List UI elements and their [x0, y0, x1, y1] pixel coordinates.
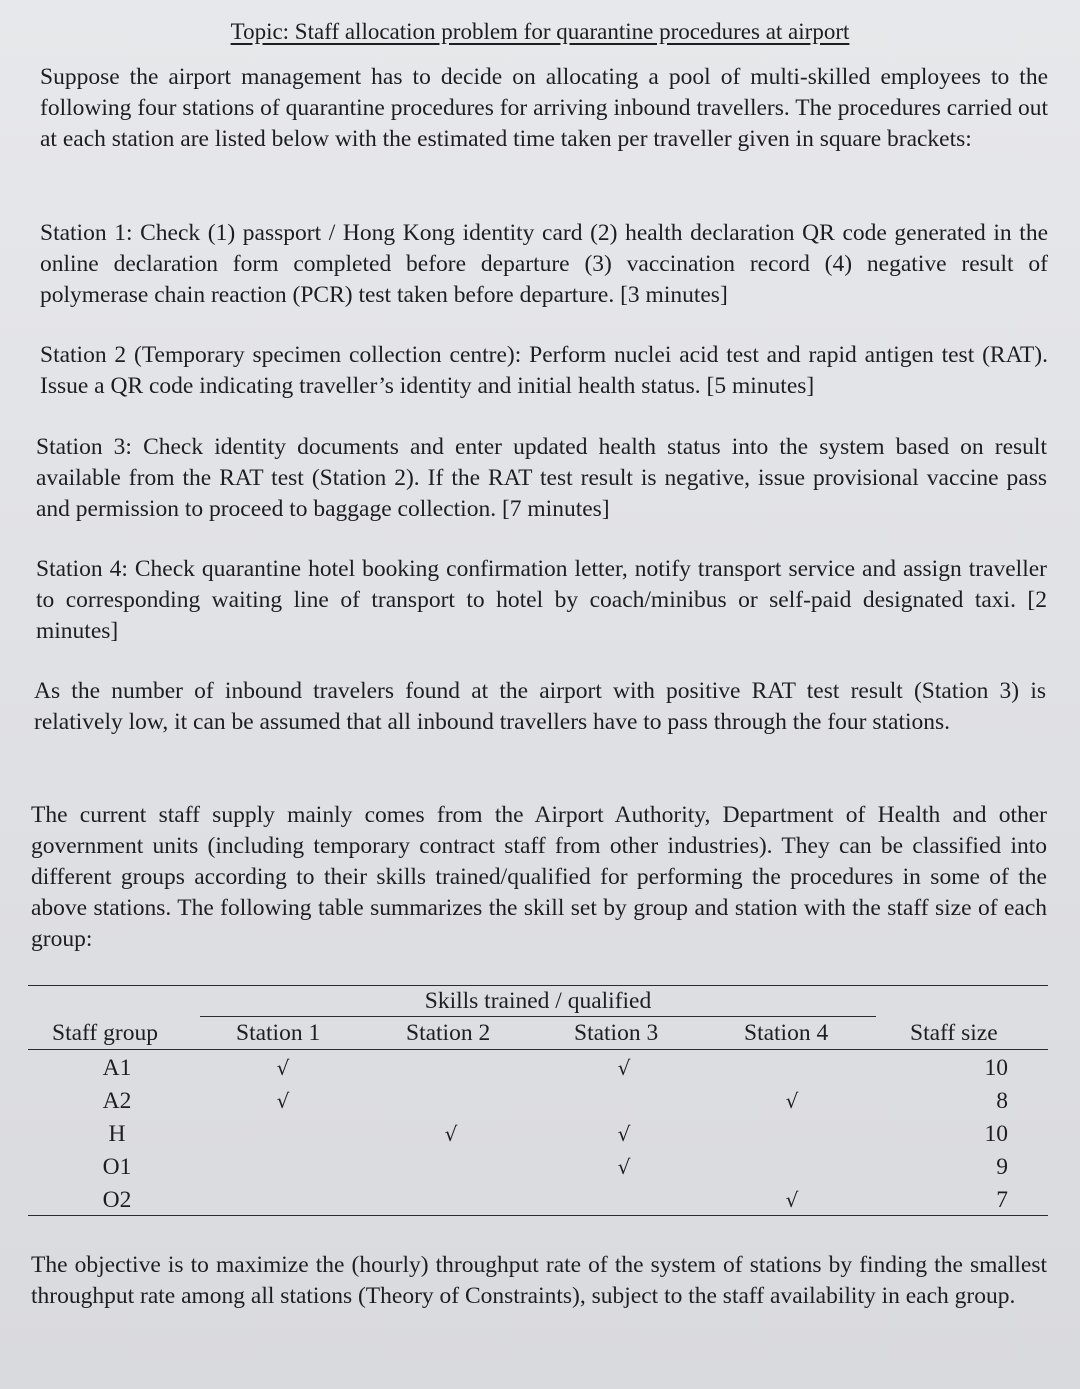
- objective-paragraph: The objective is to maximize the (hourly) throughput rate of the system of stations by finding the smallest throughput rate among all stations (Theory of Constraints), subject to the staff availability in each group.: [31, 1252, 1047, 1309]
- station-2-description: Station 2 (Temporary specimen collection centre): Perform nuclei acid test and rapid antigen test (RAT). Issue a QR code indicating traveller’s identity and initial health status. [5 minutes]: [40, 342, 1048, 399]
- station-4-description: Station 4: Check quarantine hotel booking confirmation letter, notify transport service and assign traveller to corresponding waiting line of transport to hotel by coach/minibus or self-paid designated taxi. [2 minutes]: [36, 556, 1047, 644]
- staff-size-cell: 9: [996, 1154, 1008, 1180]
- header-staff-group: Staff group: [52, 1020, 158, 1046]
- table-header-rule: [28, 1049, 1048, 1050]
- header-station-1: Station 1: [236, 1020, 321, 1046]
- skill-check-cell: √: [444, 1122, 458, 1146]
- staff-size-cell: 8: [996, 1088, 1008, 1114]
- skill-set-table: [28, 980, 1048, 1220]
- skill-check-cell: √: [785, 1188, 799, 1212]
- station-3-description: Station 3: Check identity documents and enter updated health status into the system based on result available from the RAT test (Station 2). If the RAT test result is negative, issue provisional vaccine pass and permission to proceed to baggage collection. [7 minutes]: [36, 434, 1047, 522]
- document-title: [0, 14, 1080, 50]
- skill-check-cell: √: [617, 1155, 631, 1179]
- intro-paragraph: Suppose the airport management has to decide on allocating a pool of multi-skilled employees to the following four stations of quarantine procedures for arriving inbound travellers. The procedures carried out at each station are listed below with the estimated time taken per traveller given in square brackets:: [40, 64, 1048, 152]
- title-text: Topic: Staff allocation problem for quarantine procedures at airport: [230, 19, 850, 44]
- staff-group-cell: H: [108, 1121, 126, 1147]
- header-station-4: Station 4: [744, 1020, 829, 1046]
- header-staff-size: Staff size: [910, 1020, 998, 1046]
- skill-check-cell: √: [617, 1056, 631, 1080]
- skill-check-cell: √: [617, 1122, 631, 1146]
- header-station-3: Station 3: [574, 1020, 659, 1046]
- staff-group-cell: A1: [102, 1055, 132, 1081]
- staff-supply-paragraph: The current staff supply mainly comes from the Airport Authority, Department of Health and other government units (including temporary contract staff from other industries). They can be classified into different groups according to their skills trained/qualified for performing the procedures in some of the above stations. The following table summarizes the skill set by group and station with the staff size of each group:: [31, 802, 1047, 952]
- skills-header: Skills trained / qualified: [424, 988, 652, 1014]
- skill-check-cell: √: [276, 1056, 290, 1080]
- staff-size-cell: 10: [984, 1121, 1008, 1147]
- staff-size-cell: 10: [984, 1055, 1008, 1081]
- staff-group-cell: O2: [102, 1187, 132, 1213]
- skill-check-cell: √: [785, 1089, 799, 1113]
- skills-header-rule: [200, 1016, 876, 1017]
- assumption-paragraph: As the number of inbound travelers found at the airport with positive RAT test result (Station 3) is relatively low, it can be assumed that all inbound travellers have to pass through the four stations.: [34, 678, 1046, 735]
- table-bottom-rule: [28, 1215, 1048, 1216]
- staff-group-cell: O1: [102, 1154, 132, 1180]
- staff-group-cell: A2: [102, 1088, 132, 1114]
- staff-size-cell: 7: [996, 1187, 1008, 1213]
- header-station-2: Station 2: [406, 1020, 491, 1046]
- skill-check-cell: √: [276, 1089, 290, 1113]
- station-1-description: Station 1: Check (1) passport / Hong Kong identity card (2) health declaration QR code generated in the online declaration form completed before departure (3) vaccination record (4) negative result of polymerase chain reaction (PCR) test taken before departure. [3 minutes]: [40, 220, 1048, 308]
